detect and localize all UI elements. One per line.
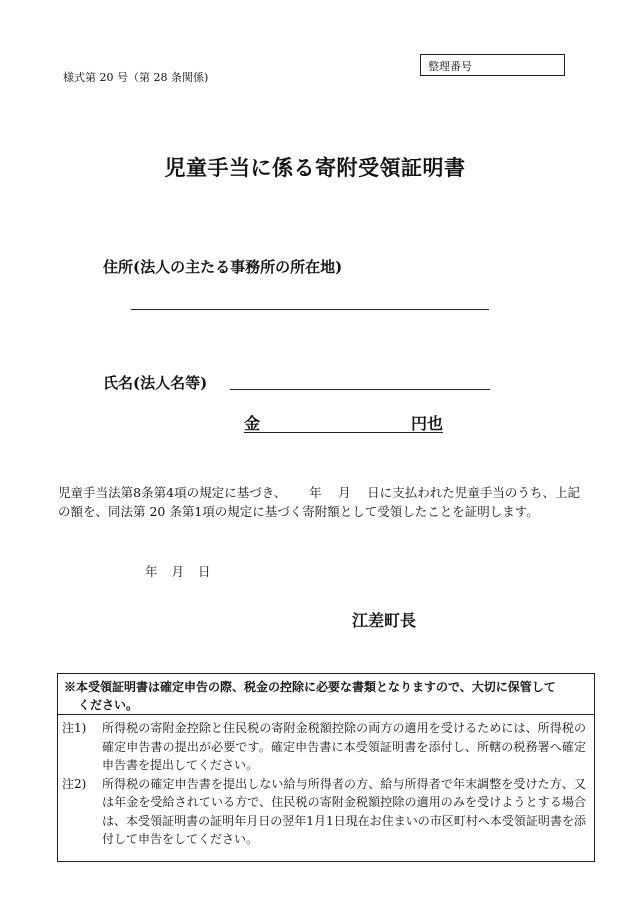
amount-field xyxy=(244,410,443,433)
notice-heading xyxy=(58,674,594,715)
reference-number-label: 整理番号 xyxy=(428,60,472,73)
form-number: 様式第 20 号（第 28 条関係) xyxy=(63,71,209,84)
reference-number-box xyxy=(420,54,565,76)
name-label: 氏名(法人名等) xyxy=(103,374,208,392)
note-text: 所得税の確定申告書を提出しない給与所得者の方、給与所得者で年末調整を受けた方、又は年金を受給されている方で、住民税の寄附金税額控除の適用のみを受けようとする場合は、本受領証明書の証明年月日の翌年1月1日現在お住まいの市区町村へ本受領証明書を添付して申告をしてください。 xyxy=(102,776,586,846)
address-field-line xyxy=(131,309,489,310)
note-text: 所得税の寄附金控除と住民税の寄附金税額控除の両方の適用を受けるためには、所得税の確定申告書の提出が必要です。確定申告書に本受領証明書を添付し、所轄の税務署へ確定申告書を提出してください。 xyxy=(102,721,586,772)
document-title: 児童手当に係る寄附受領証明書 xyxy=(164,155,466,180)
amount-suffix: 円也 xyxy=(410,414,443,433)
amount-prefix: 金 xyxy=(244,414,261,433)
note-item xyxy=(58,719,594,775)
issuer-name: 江差町長 xyxy=(352,611,417,630)
note-label: 注1) xyxy=(62,721,87,735)
address-label: 住所(法人の主たる事務所の所在地) xyxy=(103,258,343,276)
notice-box xyxy=(57,673,595,862)
notes-list xyxy=(58,715,594,849)
notice-heading-line2: ください。 xyxy=(78,698,139,712)
notice-heading-line1: ※本受領証明書は確定申告の際、税金の控除に必要な書類となりますので、大切に保管して xyxy=(64,680,556,694)
date-line: 年 月 日 xyxy=(145,564,211,579)
name-field-line xyxy=(230,389,490,390)
note-item xyxy=(58,775,594,849)
certification-text: 児童手当法第8条第4項の規定に基づき、 年 月 日に支払われた児童手当のうち、上記の額を、同法第 20 条第1項の規定に基づく寄附額として受領したことを証明します。 xyxy=(58,485,580,519)
note-label: 注2) xyxy=(62,776,87,791)
